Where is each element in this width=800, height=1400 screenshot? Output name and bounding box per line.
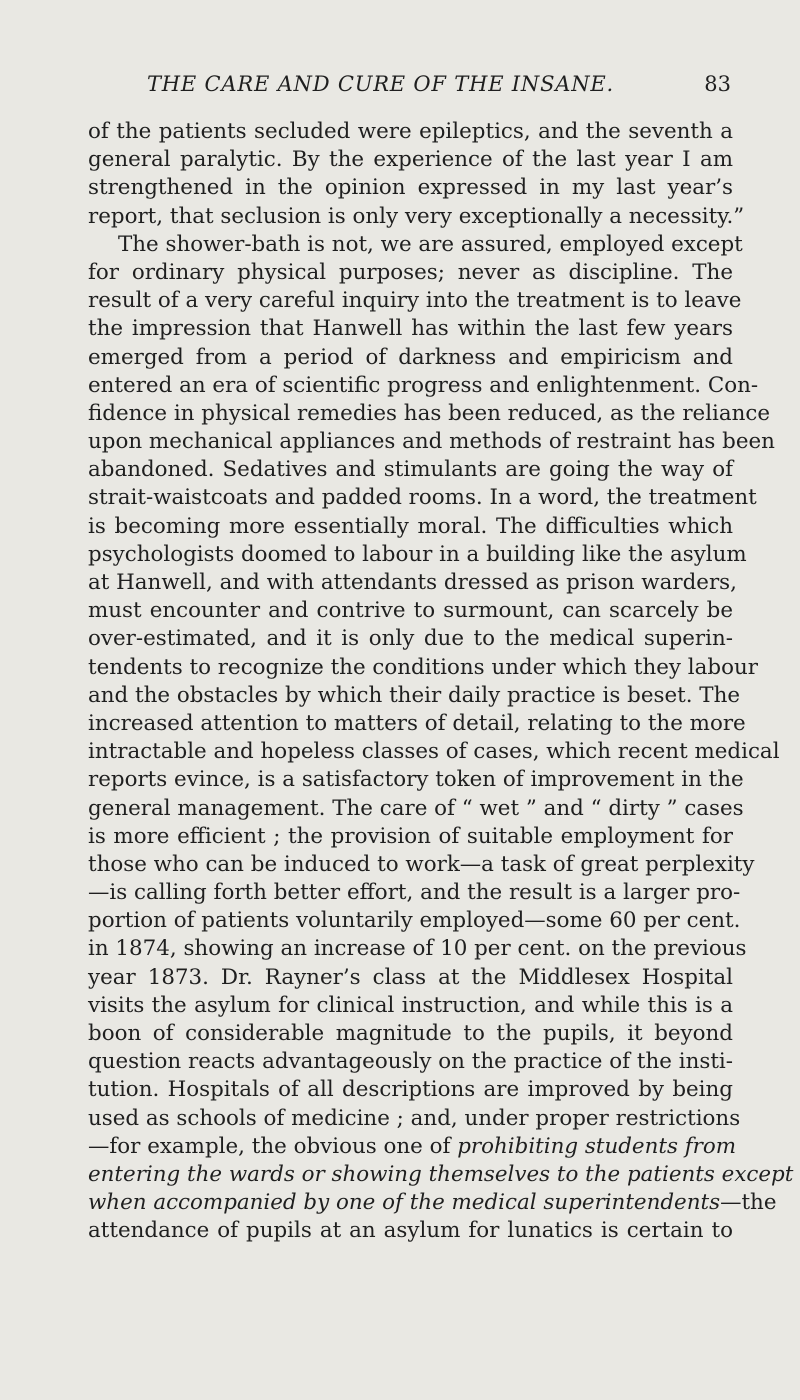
text-line [88,766,744,794]
text-segment: increased attention to matters of detail, relating to the more [88,710,746,736]
text-line [88,1189,777,1217]
text-line [88,1076,733,1104]
text-segment: at Hanwell, and with attendants dressed as prison warders, [88,570,737,595]
text-segment: those who can be induced to work—a task of great perplexity [88,851,755,877]
text-line [88,654,758,682]
text-line [88,203,745,231]
text-line [88,964,733,992]
text-line [88,935,747,963]
text-line [88,456,733,484]
text-segment: for ordinary physical purposes; never as discipline. The [88,259,733,285]
text-line [88,682,741,710]
text-segment: is becoming more essentially moral. The difficulties which [88,513,733,539]
text-line [88,1133,737,1161]
text-line [88,344,733,372]
text-segment: —is calling forth better effort, and the result is a larger pro- [88,880,741,906]
text-segment: portion of patients voluntarily employed—some 60 per cent. [88,908,741,934]
text-segment: tendents to recognize the conditions under which they labour [88,654,758,680]
text-line [88,1105,741,1133]
text-line [88,484,757,512]
text-segment: report, that seclusion is only very exceptionally a necessity.” [88,203,745,229]
text-segment: reports evince, is a satisfactory token of improvement in the [88,767,744,793]
text-line [88,372,759,400]
text-line [88,1217,733,1245]
text-line [88,1048,733,1076]
text-line [88,710,746,738]
text-segment: —the [720,1190,777,1216]
italic-text: prohibiting students from [457,1133,737,1159]
text-segment: abandoned. Sedatives and stimulants are going the way of [88,457,733,483]
text-segment: fidence in physical remedies has been reduced, as the reliance [88,400,771,426]
text-line [88,315,733,343]
text-segment: attendance of pupils at an asylum for lunatics is certain to [88,1218,733,1244]
text-line [88,879,741,907]
text-line [88,907,741,935]
text-line [88,992,733,1020]
text-line [88,625,733,653]
text-segment: the impression that Hanwell has within the last few years [88,316,733,342]
running-title: THE CARE AND CURE OF THE INSANE. [147,72,614,96]
text-segment: visits the asylum for clinical instruction, and while this is a [88,992,733,1018]
text-line [88,851,755,879]
text-line [88,400,771,428]
text-segment: general management. The care of “ wet ” and “ dirty ” cases [88,795,744,821]
text-line [88,1161,794,1189]
text-line [88,597,733,625]
text-segment: entered an era of scientific progress and enlightenment. Con- [88,372,759,398]
text-segment: strait-waistcoats and padded rooms. In a word, the treatment [88,485,757,511]
text-segment: in 1874, showing an increase of 10 per cent. on the previous [88,936,747,962]
text-line [88,569,737,597]
text-line [88,118,733,146]
text-segment: intractable and hopeless classes of cases, which recent medical [88,739,780,765]
text-segment: emerged from a period of darkness and empiricism and [88,344,733,370]
text-line [88,287,742,315]
text-segment: is more efficient ; the provision of suitable employment for [88,823,733,849]
text-segment: The shower-bath is not, we are assured, employed except [118,231,743,257]
text-line [88,738,780,766]
text-segment: upon mechanical appliances and methods of restraint has been [88,429,775,455]
text-line [88,231,743,259]
text-segment: general paralytic. By the experience of the last year I am [88,147,733,173]
running-head [88,70,733,104]
body-text [88,118,794,1246]
text-segment: tution. Hospitals of all descriptions are improved by being [88,1077,733,1103]
text-segment: strengthened in the opinion expressed in my last year’s [88,175,733,201]
text-line [88,428,775,456]
italic-text: when accompanied by one of the medical superintendents [88,1190,721,1216]
text-segment: used as schools of medicine ; and, under proper restrictions [88,1105,741,1131]
text-segment: psychologists doomed to labour in a building like the asylum [88,541,747,567]
text-line [88,541,747,569]
text-segment: —for example, the obvious one of [88,1133,458,1159]
text-line [88,146,733,174]
text-line [88,174,733,202]
text-segment: boon of considerable magnitude to the pupils, it beyond [88,1021,733,1046]
text-segment: year 1873. Dr. Rayner’s class at the Middlesex Hospital [88,964,733,990]
text-line [88,513,733,541]
text-line [88,795,744,823]
page-number: 83 [704,72,731,96]
text-segment: and the obstacles by which their daily practice is beset. The [88,682,741,708]
text-segment: of the patients secluded were epileptics, and the seventh a [88,119,733,144]
text-line [88,1020,733,1048]
text-line [88,823,733,851]
text-segment: over-estimated, and it is only due to the medical superin- [88,626,733,652]
text-segment: result of a very careful inquiry into the treatment is to leave [88,288,742,314]
text-segment: must encounter and contrive to surmount, can scarcely be [88,598,733,624]
text-segment: question reacts advantageously on the practice of the insti- [88,1049,733,1075]
text-line [88,259,733,287]
italic-text: entering the wards or showing themselves to the patients except [88,1161,794,1187]
